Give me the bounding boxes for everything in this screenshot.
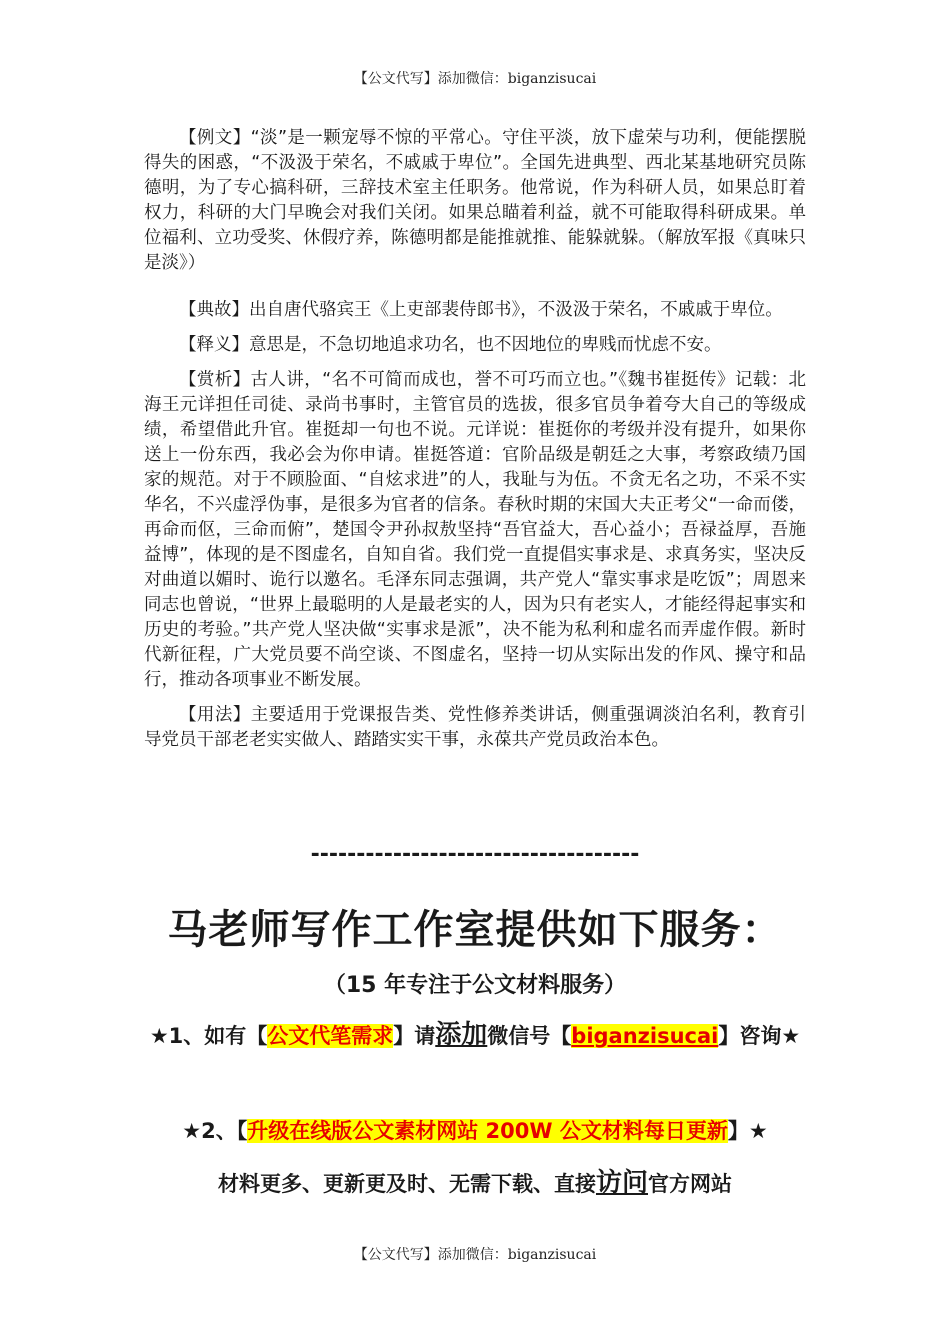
ad-subtitle: （15 年专注于公文材料服务） <box>323 973 627 998</box>
service-1-highlight: 公文代笔需求 <box>267 1024 394 1048</box>
service-1-prefix: ★1、如有【 <box>149 1024 268 1048</box>
service-2-suffix: 】★ <box>727 1119 768 1143</box>
analysis-paragraph: 【赏析】古人讲，“名不可简而成也，誉不可巧而立也。”《魏书崔挺传》记载：北海王元详担任司徒、录尚书事时，主管官员的选拔，很多官员争着夸大自己的等级成绩，希望借此升官。崔挺却一句也不说。元详说：崔挺你的考级并没有提升，如果你送上一份东西，我必会为你申请。崔挺答道：官阶品级是朝廷之大事，考察政绩乃国家的规范。对于不顾脸面、“自炫求进”的人，我耻与为伍。不贪无名之功，不采不实华名，不兴虚浮伪事，是很多为官者的信条。春秋时期的宋国大夫正考父“一命而偻，再命而伛，三命而俯”，楚国令尹孙叔敖坚持“吾官益大，吾心益小；吾禄益厚，吾施益博”，体现的是不图虚名，自知自省。我们党一直提倡实事求是、求真务实，坚决反对曲道以媚时、诡行以邀名。毛泽东同志强调，共产党人“靠实事求是吃饭”；周恩来同志也曾说，“世界上最聪明的人是最老实的人，因为只有老实人，才能经得起事实和历史的考验。”共产党人坚决做“实事求是派”，决不能为私利和虚名而弄虚作假。新时代新征程，广大党员要不尚空谈、不图虚名，坚持一切从实际出发的作风、操守和品行，推动各项事业不断发展。 <box>144 370 806 690</box>
service-3-suffix: 官方网站 <box>648 1172 732 1196</box>
service-item-2 <box>144 1108 806 1154</box>
service-1-suffix: 】咨询★ <box>718 1024 801 1048</box>
service-3-prefix: 材料更多、更新更及时、无需下载、直接 <box>217 1172 596 1196</box>
ad-title: 马老师写作工作室提供如下服务： <box>167 907 783 953</box>
service-2-highlight: 升级在线版公文素材网站 200W 公文材料每日更新 <box>247 1119 728 1143</box>
wechat-id-link[interactable]: biganzisucai <box>571 1024 719 1048</box>
service-1-mid2: 微信号【 <box>487 1024 572 1048</box>
usage-paragraph: 【用法】主要适用于党课报告类、党性修养类讲话，侧重强调淡泊名利，教育引导党员干部老老实实做人、踏踏实实干事，永葆共产党员政治本色。 <box>144 705 806 750</box>
service-item-1 <box>144 1012 806 1059</box>
page-header: 【公文代写】添加微信：biganzisucai <box>353 71 597 87</box>
service-2-prefix: ★2、【 <box>182 1119 248 1143</box>
service-1-mid1: 】请 <box>393 1024 436 1048</box>
allusion-paragraph: 【典故】出自唐代骆宾王《上吏部裴侍郎书》，不汲汲于荣名，不戚戚于卑位。 <box>179 300 783 320</box>
service-item-3 <box>144 1160 806 1207</box>
service-1-emphasis: 添加 <box>435 1020 488 1050</box>
page-footer: 【公文代写】添加微信：biganzisucai <box>353 1247 597 1263</box>
separator-line: ------------------------------------ <box>310 842 640 867</box>
article-body <box>144 126 806 753</box>
example-paragraph: 【例文】“淡”是一颗宠辱不惊的平常心。守住平淡，放下虚荣与功利，便能摆脱得失的困惑，“不汲汲于荣名，不戚戚于卑位”。全国先进典型、西北某基地研究员陈德明，为了专心搞科研，三辞技术室主任职务。他常说，作为科研人员，如果总盯着权力，科研的大门早晚会对我们关闭。如果总瞄着利益，就不可能取得科研成果。单位福利、立功受奖、休假疗养，陈德明都是能推就推、能躲就躲。（解放军报《真味只是淡》） <box>144 128 806 273</box>
meaning-paragraph: 【释义】意思是，不急切地追求功名，也不因地位的卑贱而忧虑不安。 <box>179 335 722 355</box>
service-3-emphasis: 访问 <box>595 1168 648 1198</box>
